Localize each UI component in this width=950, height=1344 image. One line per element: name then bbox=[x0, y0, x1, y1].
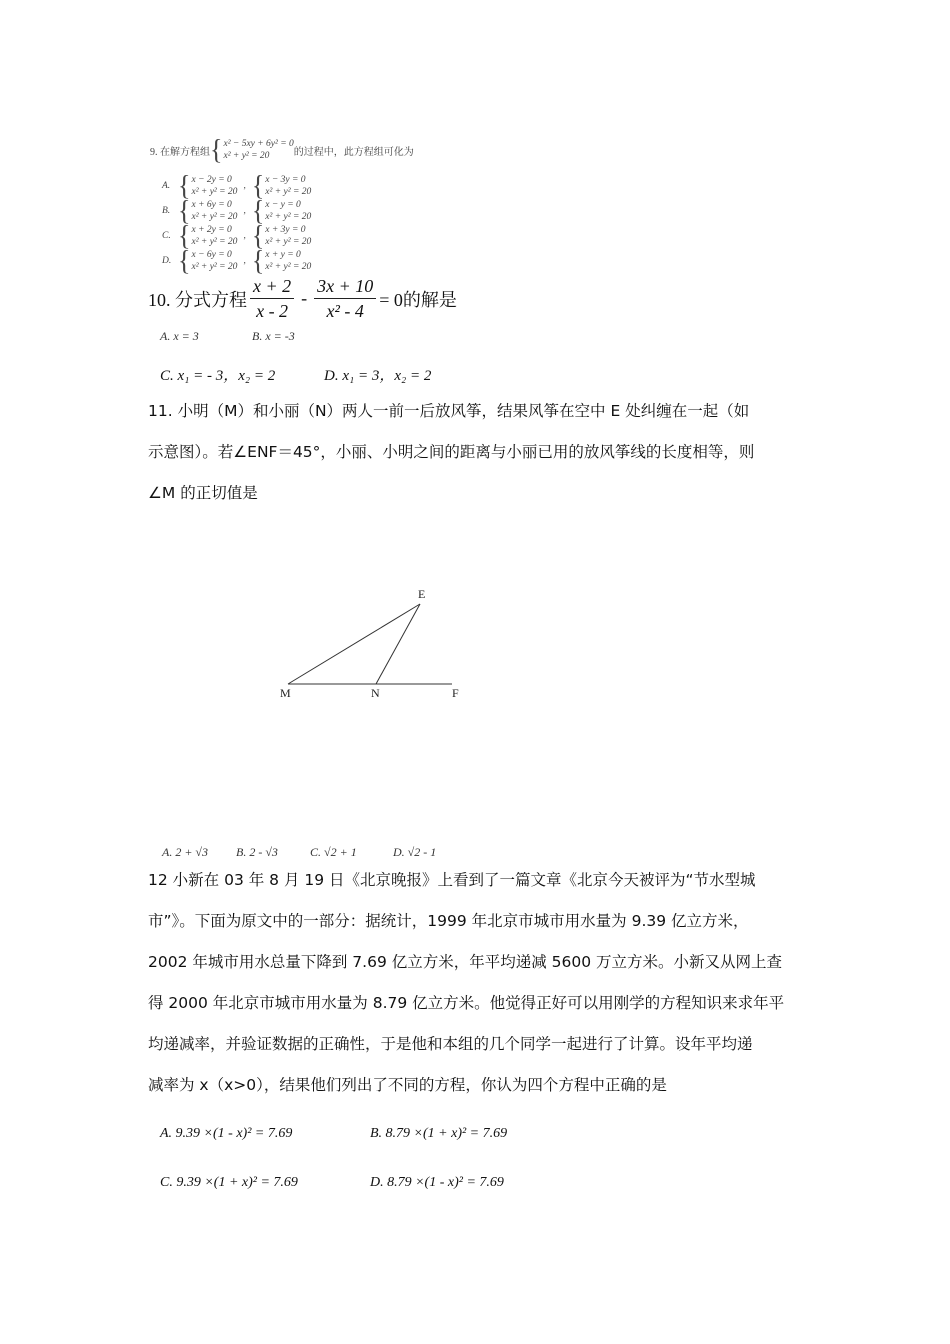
q11-option-b: B. 2 - √3 bbox=[236, 845, 278, 859]
q11-option-d: D. √2 - 1 bbox=[393, 845, 437, 859]
q10-stem bbox=[148, 275, 457, 322]
q9-eq2: x² + y² = 20 bbox=[223, 151, 270, 161]
q9-option-a: A. { x − 2y = 0 x² + y² = 20 , { x − 3y = 0 x² + y² = 20 bbox=[162, 169, 312, 202]
point-f-label: F bbox=[452, 686, 459, 700]
line-me bbox=[288, 604, 420, 684]
q10-option-d: D. x₁ = 3，x₂ = 2 bbox=[324, 368, 432, 384]
q9-prefix: 9. 在解方程组 bbox=[150, 146, 210, 158]
q9-eq1: x² − 5xy + 6y² = 0 bbox=[223, 139, 294, 149]
q12-line-2: 市”》。下面为原文中的一部分：据统计，1999 年北京市城市用水量为 9.39 亿立方米， bbox=[148, 912, 749, 930]
q12-option-c: C. 9.39 ×(1 + x)² = 7.69 bbox=[160, 1175, 298, 1190]
q10-fraction-2: $\frac{3x + 10}{\text{x² - 4}}$ bbox=[314, 275, 376, 322]
q12-line-4: 得 2000 年北京市城市用水量为 8.79 亿立方米。他觉得正好可以用刚学的方程知识来求年平 bbox=[148, 994, 785, 1012]
q9-system: { x² − 5xy + 6y² = 0 x² + y² = 20 bbox=[210, 133, 294, 166]
q9-option-b: B. { x + 6y = 0 x² + y² = 20 , { x − y = 0 x² + y² = 20 bbox=[162, 194, 312, 227]
q10-option-a: A. x = 3 bbox=[160, 329, 199, 343]
q11-diagram bbox=[270, 580, 480, 705]
q12-stem bbox=[148, 860, 808, 1106]
q11-stem bbox=[148, 391, 808, 514]
q10-option-b: B. x = -3 bbox=[252, 329, 295, 343]
q12-option-d: D. 8.79 ×(1 - x)² = 7.69 bbox=[370, 1175, 504, 1190]
q12-line-5: 均递减率，并验证数据的正确性，于是他和本组的几个同学一起进行了计算。设年平均递 bbox=[148, 1035, 753, 1053]
point-m-label: M bbox=[280, 686, 291, 700]
line-ne bbox=[376, 604, 420, 684]
q10-prefix: 10. 分式方程 bbox=[148, 289, 247, 310]
q10-suffix: = 0的解是 bbox=[379, 289, 457, 310]
point-e-label: E bbox=[418, 587, 426, 601]
q10-option-c: C. x₁ = - 3，x₂ = 2 bbox=[160, 368, 276, 384]
q12-line-6: 减率为 x（x>0），结果他们列出了不同的方程，你认为四个方程中正确的是 bbox=[148, 1076, 667, 1094]
q9-option-c: C. { x + 2y = 0 x² + y² = 20 , { x + 3y = 0 x² + y² = 20 bbox=[162, 219, 312, 252]
point-n-label: N bbox=[371, 686, 380, 700]
q9-suffix: 的过程中，此方程组可化为 bbox=[293, 146, 414, 158]
q12-option-a: A. 9.39 ×(1 - x)² = 7.69 bbox=[160, 1126, 293, 1141]
q12-line-1: 12 小新在 03 年 8 月 19 日《北京晚报》上看到了一篇文章《北京今天被评为“节水型城 bbox=[148, 871, 756, 889]
q9-option-d: D. { x − 6y = 0 x² + y² = 20 , { x + y = 0 x² + y² = 20 bbox=[162, 244, 312, 277]
q11-line-3: ∠M 的正切值是 bbox=[148, 484, 258, 502]
q11-line-2: 示意图）。若∠ENF＝45°，小丽、小明之间的距离与小丽已用的放风筝线的长度相等，则 bbox=[148, 443, 755, 461]
q10-minus: - bbox=[301, 288, 308, 308]
q11-option-c: C. √2 + 1 bbox=[310, 845, 357, 859]
q11-option-a: A. 2 + √3 bbox=[162, 845, 209, 859]
q9-stem bbox=[150, 133, 414, 166]
q12-line-3: 2002 年城市用水总量下降到 7.69 亿立方米，年平均递减 5600 万立方米。小新又从网上查 bbox=[148, 953, 783, 971]
q11-line-1: 11. 小明（M）和小丽（N）两人一前一后放风筝，结果风筝在空中 E 处纠缠在一起（如 bbox=[148, 402, 750, 420]
q10-fraction-1: $\frac{x + 2}{x - 2}$ bbox=[250, 275, 294, 322]
q12-option-b: B. 8.79 ×(1 + x)² = 7.69 bbox=[370, 1126, 508, 1141]
